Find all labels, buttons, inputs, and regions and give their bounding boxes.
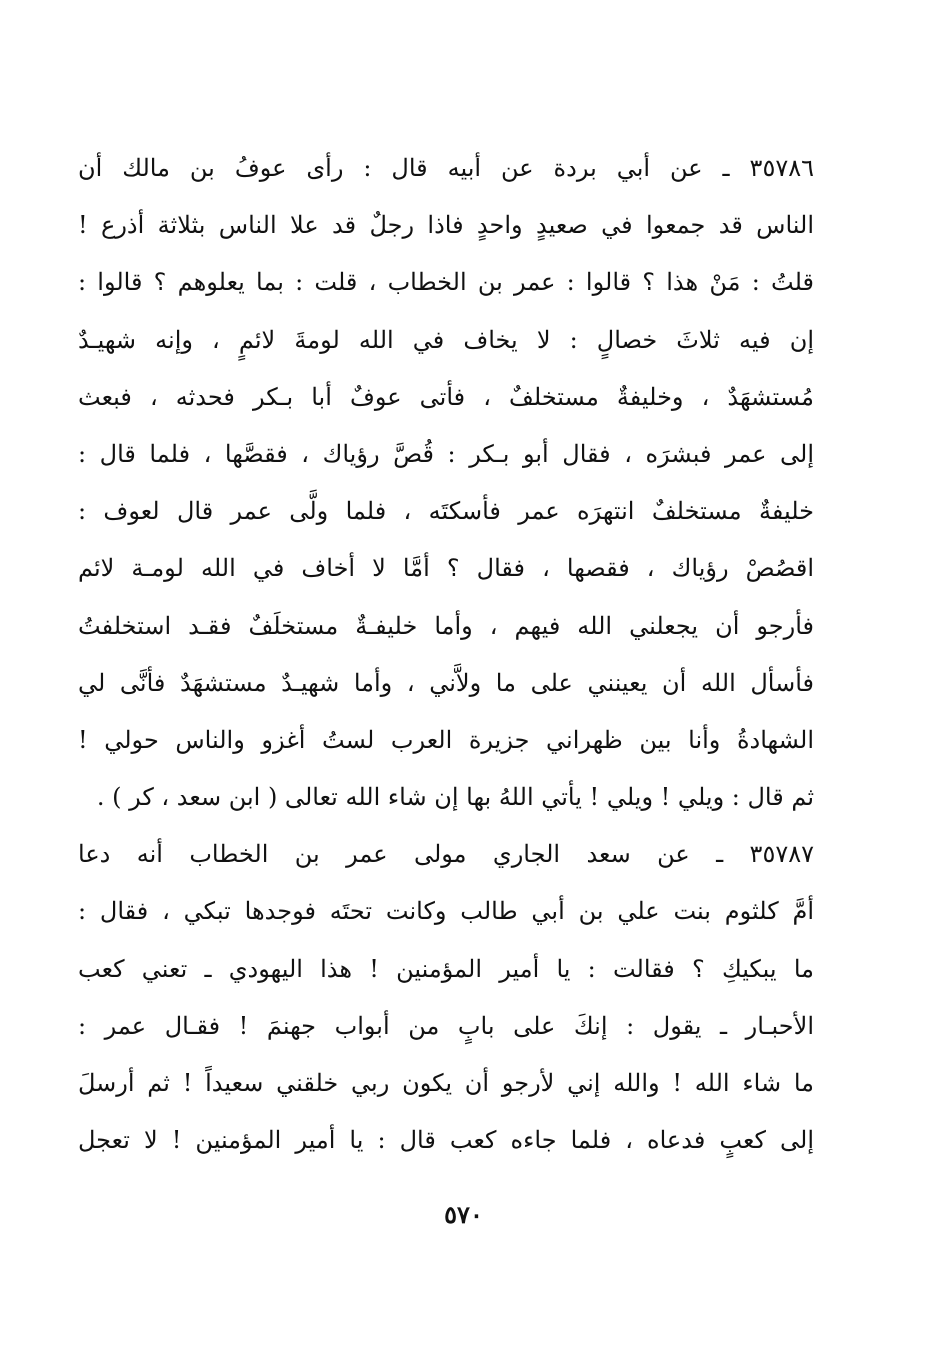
text-line: اقصُصْ رؤياك ، فقصها ، فقال ؟ أمَّا لا أخاف في الله لومـة لائم bbox=[78, 554, 814, 583]
text-line: قلتُ : مَنْ هذا ؟ قالوا : عمر بن الخطاب ، قلت : بما يعلوهم ؟ قالوا : bbox=[78, 268, 814, 297]
text-line: ثم قال : ويلي ! ويلي ! يأتي اللهُ بها إن شاء الله تعالى ( ابن سعد ، كر ) . bbox=[96, 783, 814, 812]
text-line: الأحبـار ـ يقول : إنكَ على بابٍ من أبواب جهنمَ ! فقـال عمر : bbox=[78, 1011, 814, 1040]
text-line: فأسأل الله أن يعينني على ما ولاَّني ، وأما شهيـدٌ مستشهَدٌ فأنَّى لي bbox=[78, 668, 814, 697]
text-line: الناس قد جمعوا في صعيدٍ واحدٍ فاذا رجلٌ قد علا الناس بثلاثة أذرع ! bbox=[78, 211, 814, 240]
text-line: إن فيه ثلاثَ خصالٍ : لا يخاف في الله لومةَ لائمٍ ، وإنه شهيـدٌ bbox=[78, 325, 814, 354]
body-text bbox=[78, 140, 814, 1169]
text-line: ٣٥٧٨٦ ـ عن أبي بردة عن أبيه قال : رأى عوفُ بن مالك أن bbox=[78, 154, 814, 182]
text-line: فأرجو أن يجعلني الله فيهم ، وأما خليفـةٌ مستخلَفٌ فقـد استخلفتُ bbox=[78, 611, 814, 640]
page-number: ٥٧٠ bbox=[444, 1200, 483, 1229]
text-line: خليفةٌ مستخلفٌ انتهرَه عمر فأسكتَه ، فلما ولَّى عمر قال لعوف : bbox=[78, 497, 814, 526]
text-line: ٣٥٧٨٧ ـ عن سعد الجاري مولى عمر بن الخطاب أنه دعا bbox=[78, 840, 814, 869]
text-line: مُستشهَدٌ ، وخليفةٌ مستخلفٌ ، فأتى عوفٌ أبا بـكر فحدثه ، فبعث bbox=[78, 382, 814, 411]
text-line: الشهادةُ وأنا بين ظهراني جزيرة العرب لستُ أغزو والناس حولي ! bbox=[78, 725, 814, 754]
text-line: ما شاء الله ! والله إني لأرجو أن يكون ربي خلقني سعيداً ! ثم أرسلَ bbox=[78, 1069, 814, 1097]
text-line: ما يبكيكِ ؟ فقالت : يا أمير المؤمنين ! هذا اليهودي ـ تعني كعب bbox=[78, 954, 814, 983]
text-line: أمَّ كلثوم بنت علي بن أبي طالب وكانت تحتَه فوجدها تبكي ، فقال : bbox=[78, 897, 814, 926]
text-line: إلى عمر فبشرَه ، فقال أبو بـكر : قُصَّ رؤياك ، فقصَّها ، فلما قال : bbox=[78, 439, 814, 468]
text-line: إلى كعبٍ فدعاه ، فلما جاءه كعب قال : يا أمير المؤمنين ! لا تعجل bbox=[78, 1126, 814, 1155]
